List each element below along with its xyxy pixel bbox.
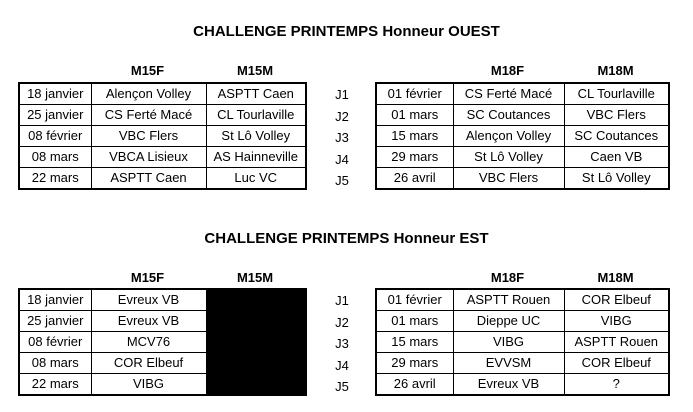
team-cell-m15m: Luc VC <box>206 168 306 190</box>
round-label: J5 <box>335 173 349 189</box>
east-right-header-m18f: M18F <box>490 270 525 285</box>
blacked-out-cell <box>206 374 306 396</box>
date-cell: 25 janvier <box>19 311 91 332</box>
date-cell: 26 avril <box>376 374 453 396</box>
round-label: J1 <box>335 87 349 102</box>
west-right-header-m18f: M18F <box>490 63 525 78</box>
team-cell-m15m: St Lô Volley <box>206 126 306 147</box>
table-row <box>19 147 306 168</box>
team-cell-m18f: ASPTT Rouen <box>453 289 564 311</box>
table-row <box>19 289 306 311</box>
team-cell-m15f: COR Elbeuf <box>91 353 206 374</box>
team-cell-m15f: VIBG <box>91 374 206 396</box>
east-right-table <box>375 288 670 396</box>
date-cell: 29 mars <box>376 353 453 374</box>
west-right-table <box>375 82 670 190</box>
table-row <box>376 105 669 126</box>
team-cell-m15f: Evreux VB <box>91 311 206 332</box>
team-cell-m15f: MCV76 <box>91 332 206 353</box>
date-cell: 18 janvier <box>19 83 91 105</box>
date-cell: 01 février <box>376 289 453 311</box>
team-cell-m15f: VBC Flers <box>91 126 206 147</box>
date-cell: 15 mars <box>376 126 453 147</box>
table-row <box>19 353 306 374</box>
team-cell-m18m: ASPTT Rouen <box>564 332 669 353</box>
west-left-table <box>18 82 307 190</box>
team-cell-m15f: ASPTT Caen <box>91 168 206 190</box>
date-cell: 18 janvier <box>19 289 91 311</box>
date-cell: 01 mars <box>376 105 453 126</box>
team-cell-m15m: AS Hainneville <box>206 147 306 168</box>
date-cell: 25 janvier <box>19 105 91 126</box>
team-cell-m18f: EVVSM <box>453 353 564 374</box>
blacked-out-cell <box>206 289 306 311</box>
blacked-out-cell <box>206 332 306 353</box>
team-cell-m18f: VIBG <box>453 332 564 353</box>
team-cell-m18f: Evreux VB <box>453 374 564 396</box>
east-left-header-m15f: M15F <box>130 270 165 285</box>
round-label: J2 <box>335 108 349 124</box>
table-row <box>19 311 306 332</box>
table-row <box>376 126 669 147</box>
team-cell-m18m: SC Coutances <box>564 126 669 147</box>
round-label: J1 <box>335 293 349 308</box>
round-label: J3 <box>335 130 349 146</box>
team-cell-m18m: VBC Flers <box>564 105 669 126</box>
table-row <box>19 126 306 147</box>
round-label: J4 <box>335 357 349 373</box>
team-cell-m18f: Dieppe UC <box>453 311 564 332</box>
round-label: J5 <box>335 379 349 395</box>
east-right-header-m18m: M18M <box>597 270 634 285</box>
table-row <box>19 83 306 105</box>
team-cell-m18f: St Lô Volley <box>453 147 564 168</box>
west-left-header-m15f: M15F <box>130 63 165 78</box>
table-row <box>19 374 306 396</box>
table-row <box>376 311 669 332</box>
team-cell-m15f: Alençon Volley <box>91 83 206 105</box>
table-row <box>19 105 306 126</box>
east-left-header-m15m: M15M <box>236 270 274 285</box>
table-row <box>376 147 669 168</box>
date-cell: 01 mars <box>376 311 453 332</box>
round-label: J2 <box>335 314 349 330</box>
west-round-column <box>322 84 362 192</box>
blacked-out-cell <box>206 311 306 332</box>
team-cell-m18f: CS Ferté Macé <box>453 83 564 105</box>
date-cell: 08 février <box>19 332 91 353</box>
date-cell: 08 mars <box>19 147 91 168</box>
table-row <box>376 353 669 374</box>
round-label: J3 <box>335 336 349 352</box>
table-row <box>376 168 669 190</box>
east-title: CHALLENGE PRINTEMPS Honneur EST <box>204 230 489 247</box>
team-cell-m15m: ASPTT Caen <box>206 83 306 105</box>
blacked-out-cell <box>206 353 306 374</box>
date-cell: 29 mars <box>376 147 453 168</box>
team-cell-m18m: Caen VB <box>564 147 669 168</box>
date-cell: 22 mars <box>19 374 91 396</box>
team-cell-m18f: SC Coutances <box>453 105 564 126</box>
table-row <box>376 289 669 311</box>
west-title: CHALLENGE PRINTEMPS Honneur OUEST <box>193 23 500 40</box>
team-cell-m18m: COR Elbeuf <box>564 289 669 311</box>
table-row <box>376 83 669 105</box>
team-cell-m15m: CL Tourlaville <box>206 105 306 126</box>
date-cell: 01 février <box>376 83 453 105</box>
date-cell: 22 mars <box>19 168 91 190</box>
team-cell-m18m: ? <box>564 374 669 396</box>
date-cell: 08 février <box>19 126 91 147</box>
west-left-header-m15m: M15M <box>236 63 274 78</box>
table-row <box>376 332 669 353</box>
east-round-column <box>322 290 362 398</box>
table-row <box>19 332 306 353</box>
team-cell-m18f: VBC Flers <box>453 168 564 190</box>
team-cell-m15f: Evreux VB <box>91 289 206 311</box>
west-right-header-m18m: M18M <box>597 63 634 78</box>
table-row <box>376 374 669 396</box>
team-cell-m15f: VBCA Lisieux <box>91 147 206 168</box>
east-left-table <box>18 288 307 396</box>
team-cell-m15f: CS Ferté Macé <box>91 105 206 126</box>
date-cell: 15 mars <box>376 332 453 353</box>
team-cell-m18f: Alençon Volley <box>453 126 564 147</box>
team-cell-m18m: CL Tourlaville <box>564 83 669 105</box>
team-cell-m18m: COR Elbeuf <box>564 353 669 374</box>
date-cell: 08 mars <box>19 353 91 374</box>
table-row <box>19 168 306 190</box>
round-label: J4 <box>335 151 349 167</box>
team-cell-m18m: St Lô Volley <box>564 168 669 190</box>
date-cell: 26 avril <box>376 168 453 190</box>
team-cell-m18m: VIBG <box>564 311 669 332</box>
